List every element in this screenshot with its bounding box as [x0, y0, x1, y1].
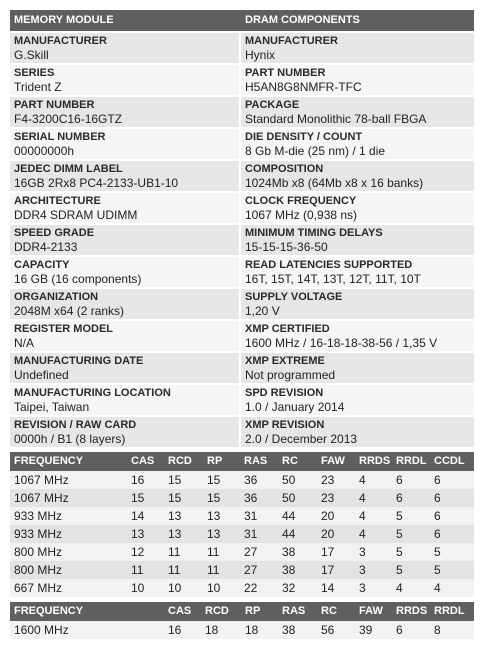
timing-cell: 22 — [244, 581, 258, 595]
spec-cell-right — [241, 385, 474, 415]
spec-cell-left — [10, 33, 239, 63]
spec-header-row — [10, 10, 474, 31]
timing-cell: 13 — [207, 509, 221, 523]
timing-cell: 15 — [168, 491, 182, 505]
spec-cell-left — [10, 385, 239, 415]
timing-cell: 6 — [396, 473, 403, 487]
spec-value: 16T, 15T, 14T, 13T, 12T, 11T, 10T — [245, 272, 421, 286]
timing-cell: 4 — [359, 491, 366, 505]
timing-cell: 5 — [434, 563, 441, 577]
spec-value: N/A — [14, 336, 35, 350]
spec-row — [10, 385, 474, 415]
timing-row — [10, 561, 474, 579]
spec-label: ORGANIZATION — [14, 291, 99, 303]
timing-cell: 6 — [434, 491, 441, 505]
spec-row — [10, 65, 474, 95]
timing-cell: 44 — [282, 509, 296, 523]
timing-cell: 4 — [359, 509, 366, 523]
timing-cell: 39 — [359, 623, 373, 637]
timing-header-cell: RRDS — [396, 605, 428, 617]
timing-header-row — [10, 602, 474, 621]
timing-row — [10, 489, 474, 507]
timing-cell: 667 MHz — [14, 581, 63, 595]
spec-cell-right — [241, 225, 474, 255]
spec-value: F4-3200C16-16GTZ — [14, 112, 123, 126]
timing-cell: 23 — [321, 473, 335, 487]
spec-cell-left — [10, 97, 239, 127]
timing-cell: 20 — [321, 527, 335, 541]
timing-cell: 11 — [168, 563, 181, 577]
spec-label: ARCHITECTURE — [14, 195, 101, 207]
timing-header-cell: RP — [207, 455, 223, 467]
spec-label: CLOCK FREQUENCY — [245, 195, 357, 207]
spec-cell-right — [241, 33, 474, 63]
timing-cell: 4 — [396, 581, 403, 595]
timing-cell: 5 — [434, 545, 441, 559]
timing-cell: 4 — [434, 581, 441, 595]
spec-row — [10, 289, 474, 319]
dram-components-heading: DRAM COMPONENTS — [245, 14, 360, 26]
spec-label: XMP EXTREME — [245, 355, 325, 367]
spec-label: CAPACITY — [14, 259, 70, 271]
spec-row — [10, 97, 474, 127]
timing-cell: 11 — [131, 563, 144, 577]
xmp-timing-table — [10, 602, 474, 639]
spec-cell-right — [241, 193, 474, 223]
timing-cell: 800 MHz — [14, 563, 63, 577]
timing-cell: 50 — [282, 491, 296, 505]
timing-cell: 56 — [321, 623, 335, 637]
timing-header-cell: FAW — [359, 605, 383, 617]
timing-cell: 27 — [244, 545, 258, 559]
timing-header-row — [10, 452, 474, 471]
spec-cell-left — [10, 161, 239, 191]
timing-cell: 3 — [359, 581, 366, 595]
spec-value: G.Skill — [14, 48, 49, 62]
spec-value: H5AN8G8NMFR-TFC — [245, 80, 362, 94]
spec-cell-right — [241, 257, 474, 287]
spec-value: 16GB 2Rx8 PC4-2133-UB1-10 — [14, 176, 179, 190]
timing-cell: 10 — [131, 581, 145, 595]
timing-cell: 12 — [131, 545, 145, 559]
timing-row — [10, 507, 474, 525]
timing-cell: 36 — [244, 473, 258, 487]
timing-row — [10, 471, 474, 489]
timing-row — [10, 525, 474, 543]
spec-cell-right — [241, 129, 474, 159]
spec-cell-left — [10, 353, 239, 383]
spec-label: SERIAL NUMBER — [14, 131, 106, 143]
timing-cell: 14 — [321, 581, 335, 595]
timing-header-cell: FREQUENCY — [14, 605, 84, 617]
timing-row — [10, 621, 474, 639]
spec-cell-left — [10, 257, 239, 287]
spec-value: DDR4-2133 — [14, 240, 78, 254]
timing-cell: 4 — [359, 473, 366, 487]
spec-row — [10, 33, 474, 63]
spec-value: DDR4 SDRAM UDIMM — [14, 208, 138, 222]
spec-cell-left — [10, 65, 239, 95]
timing-cell: 5 — [396, 509, 403, 523]
spec-value: 2.0 / December 2013 — [245, 432, 358, 446]
spec-label: SPEED GRADE — [14, 227, 95, 239]
timing-cell: 6 — [434, 473, 441, 487]
timing-cell: 31 — [244, 527, 258, 541]
spec-cell-left — [10, 289, 239, 319]
spec-value: 0000h / B1 (8 layers) — [14, 432, 126, 446]
spec-cell-left — [10, 193, 239, 223]
spec-value: 8 Gb M-die (25 nm) / 1 die — [245, 144, 386, 158]
timing-cell: 3 — [359, 563, 366, 577]
timing-cell: 15 — [207, 491, 221, 505]
timing-cell: 5 — [396, 563, 403, 577]
timing-cell: 933 MHz — [14, 527, 63, 541]
spec-label: REGISTER MODEL — [14, 323, 114, 335]
timing-cell: 38 — [282, 545, 296, 559]
spec-label: MANUFACTURER — [14, 35, 107, 47]
spec-cell-right — [241, 289, 474, 319]
spec-row — [10, 257, 474, 287]
timing-cell: 6 — [396, 491, 403, 505]
jedec-timing-table — [10, 452, 474, 597]
spec-label: XMP REVISION — [245, 419, 325, 431]
spec-cell-right — [241, 417, 474, 447]
timing-cell: 933 MHz — [14, 509, 63, 523]
spec-label: SUPPLY VOLTAGE — [245, 291, 343, 303]
timing-cell: 6 — [434, 509, 441, 523]
timing-cell: 38 — [282, 563, 296, 577]
timing-cell: 31 — [244, 509, 258, 523]
spec-cell-left — [10, 225, 239, 255]
timing-cell: 18 — [245, 623, 259, 637]
spec-value: Not programmed — [245, 368, 336, 382]
spec-value: Standard Monolithic 78-ball FBGA — [245, 112, 427, 126]
spec-cell-right — [241, 97, 474, 127]
timing-cell: 17 — [321, 545, 335, 559]
timing-header-cell: CAS — [168, 605, 192, 617]
spec-value: 1.0 / January 2014 — [245, 400, 345, 414]
spec-label: PACKAGE — [245, 99, 300, 111]
spec-cell-left — [10, 321, 239, 351]
spec-value: 16 GB (16 components) — [14, 272, 142, 286]
timing-header-cell: RRDL — [396, 455, 427, 467]
timing-cell: 17 — [321, 563, 335, 577]
timing-cell: 10 — [207, 581, 221, 595]
spec-label: PART NUMBER — [245, 67, 326, 79]
spec-value: Hynix — [245, 48, 276, 62]
timing-header-cell: RC — [282, 455, 298, 467]
timing-header-cell: FREQUENCY — [14, 455, 84, 467]
timing-header-cell: RRDS — [359, 455, 391, 467]
spec-value: 00000000h — [14, 144, 75, 158]
spec-value: 1600 MHz / 16-18-18-38-56 / 1,35 V — [245, 336, 438, 350]
spec-value: 15-15-15-36-50 — [245, 240, 328, 254]
timing-cell: 11 — [207, 545, 220, 559]
spec-value: Undefined — [14, 368, 69, 382]
timing-cell: 18 — [205, 623, 219, 637]
timing-cell: 8 — [434, 623, 441, 637]
spec-row — [10, 129, 474, 159]
spec-cell-right — [241, 353, 474, 383]
spec-cell-right — [241, 65, 474, 95]
timing-cell: 38 — [282, 623, 296, 637]
spec-rows — [10, 33, 474, 447]
timing-cell: 27 — [244, 563, 258, 577]
spec-value: 1024Mb x8 (64Mb x8 x 16 banks) — [245, 176, 424, 190]
timing-cell: 15 — [168, 473, 182, 487]
timing-cell: 11 — [168, 545, 181, 559]
timing-cell: 13 — [168, 527, 182, 541]
spec-row — [10, 225, 474, 255]
timing-cell: 36 — [244, 491, 258, 505]
spec-label: XMP CERTIFIED — [245, 323, 330, 335]
timing-cell: 15 — [131, 491, 145, 505]
spec-cell-left — [10, 129, 239, 159]
spec-grid — [10, 10, 474, 447]
timing-cell: 32 — [282, 581, 296, 595]
spec-label: MANUFACTURER — [245, 35, 338, 47]
timing-cell: 50 — [282, 473, 296, 487]
timing-row — [10, 543, 474, 561]
spec-value: 2048M x64 (2 ranks) — [14, 304, 125, 318]
spec-value: Trident Z — [14, 80, 62, 94]
spec-value: 1,20 V — [245, 304, 280, 318]
timing-header-cell: CCDL — [434, 455, 465, 467]
spec-label: PART NUMBER — [14, 99, 95, 111]
spec-row — [10, 161, 474, 191]
timing-header-cell: RRDL — [434, 605, 465, 617]
spec-label: DIE DENSITY / COUNT — [245, 131, 363, 143]
spec-value: Taipei, Taiwan — [14, 400, 90, 414]
spec-label: MANUFACTURING DATE — [14, 355, 144, 367]
spec-row — [10, 193, 474, 223]
memory-module-heading: MEMORY MODULE — [14, 14, 114, 26]
spec-label: COMPOSITION — [245, 163, 324, 175]
timing-cell: 1600 MHz — [14, 623, 69, 637]
timing-header-cell: FAW — [321, 455, 345, 467]
timing-header-cell: CAS — [131, 455, 155, 467]
spec-row — [10, 321, 474, 351]
spec-label: MANUFACTURING LOCATION — [14, 387, 171, 399]
timing-cell: 16 — [131, 473, 145, 487]
spec-label: SERIES — [14, 67, 55, 79]
timing-cell: 20 — [321, 509, 335, 523]
timing-cell: 6 — [396, 623, 403, 637]
timing-cell: 13 — [207, 527, 221, 541]
spec-value: 1067 MHz (0,938 ns) — [245, 208, 358, 222]
timing-cell: 15 — [207, 473, 221, 487]
spec-label: MINIMUM TIMING DELAYS — [245, 227, 383, 239]
timing-header-cell: RCD — [168, 455, 192, 467]
timing-cell: 11 — [207, 563, 220, 577]
timing-cell: 14 — [131, 509, 145, 523]
timing-cell: 23 — [321, 491, 335, 505]
timing-header-cell: RCD — [205, 605, 229, 617]
timing-row — [10, 579, 474, 597]
timing-cell: 3 — [359, 545, 366, 559]
timing-cell: 13 — [131, 527, 145, 541]
spec-label: REVISION / RAW CARD — [14, 419, 137, 431]
timing-cell: 44 — [282, 527, 296, 541]
spec-cell-right — [241, 161, 474, 191]
spec-label: SPD REVISION — [245, 387, 324, 399]
timing-cell: 6 — [434, 527, 441, 541]
timing-header-cell: RAS — [282, 605, 306, 617]
spec-cell-left — [10, 417, 239, 447]
timing-cell: 1067 MHz — [14, 491, 69, 505]
timing-cell: 10 — [168, 581, 182, 595]
timing-cell: 5 — [396, 527, 403, 541]
spec-cell-right — [241, 321, 474, 351]
spec-row — [10, 417, 474, 447]
spec-label: JEDEC DIMM LABEL — [14, 163, 123, 175]
timing-header-cell: RAS — [244, 455, 268, 467]
spec-label: READ LATENCIES SUPPORTED — [245, 259, 413, 271]
timing-cell: 16 — [168, 623, 182, 637]
spec-row — [10, 353, 474, 383]
timing-cell: 4 — [359, 527, 366, 541]
timing-cell: 1067 MHz — [14, 473, 69, 487]
timing-header-cell: RP — [245, 605, 261, 617]
timing-cell: 800 MHz — [14, 545, 63, 559]
timing-cell: 13 — [168, 509, 182, 523]
timing-header-cell: RC — [321, 605, 337, 617]
timing-cell: 5 — [396, 545, 403, 559]
